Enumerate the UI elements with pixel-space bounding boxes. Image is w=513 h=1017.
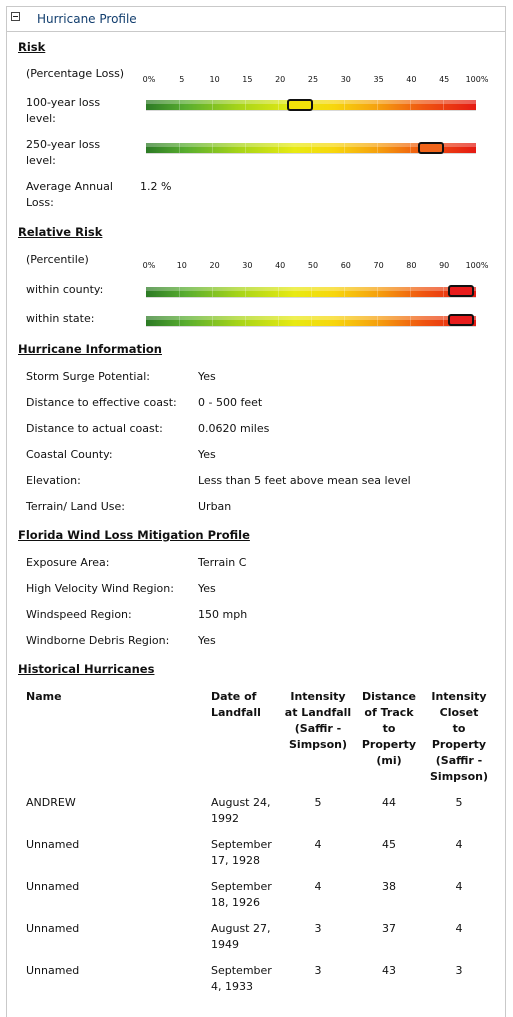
landfall-date-line1: August 24, (211, 796, 271, 809)
panel-header[interactable] (7, 7, 505, 32)
landfall-intensity: 3 (314, 922, 322, 935)
track-distance: 45 (382, 838, 396, 851)
risk-scale-tick: 40 (406, 75, 417, 84)
risk-scale-tick: 45 (439, 75, 450, 84)
relative-risk-scale-tick: 0% (142, 261, 156, 270)
info-label-elevation: Elevation: (26, 474, 81, 487)
landfall-date-line1: August 27, (211, 922, 271, 935)
relative-risk-scale-tick: 50 (307, 261, 319, 270)
info-label-actual-coast: Distance to actual coast: (26, 422, 163, 435)
bar-segment (443, 287, 444, 297)
hurricane-name: Unnamed (26, 964, 80, 977)
risk-scale-tick: 10 (209, 75, 220, 84)
within-county-label: within county: (26, 283, 104, 296)
bar-segment (377, 287, 378, 297)
info-value-elevation: Less than 5 feet above mean sea level (198, 474, 411, 487)
relative-risk-heading: Relative Risk (18, 225, 103, 239)
landfall-date-line2: 17, 1928 (211, 854, 260, 867)
bar-segment (410, 316, 411, 326)
relative-risk-scale-tick: 40 (275, 261, 286, 270)
bar-segment (212, 287, 213, 297)
mitigation-value-exposure: Terrain C (198, 556, 247, 569)
info-value-effective-coast: 0 - 500 feet (198, 396, 263, 409)
closest-intensity: 4 (455, 880, 463, 893)
hurricane-info-heading: Hurricane Information (18, 342, 162, 356)
risk-scale-tick: 5 (179, 75, 185, 84)
risk-scale-tick: 20 (275, 75, 286, 84)
bar-segment (179, 100, 180, 110)
risk-100yr-marker (287, 99, 313, 111)
relative-risk-scale-tick: 70 (373, 261, 384, 270)
landfall-intensity: 4 (314, 838, 322, 851)
info-label-effective-coast: Distance to effective coast: (26, 396, 177, 409)
col-header-intensity: Intensity at Landfall (Saffir - Simpson) (284, 690, 352, 751)
landfall-date-line1: September (211, 964, 272, 977)
risk-scale-tick: 0% (142, 75, 156, 84)
bar-segment (344, 316, 345, 326)
risk-heading: Risk (18, 40, 46, 54)
landfall-intensity: 3 (314, 964, 322, 977)
mitigation-value-hvwr: Yes (198, 582, 216, 595)
collapse-icon[interactable] (11, 12, 20, 21)
within-county-bar (146, 287, 476, 297)
within-state-label: within state: (26, 312, 95, 325)
hurricane-name: Unnamed (26, 838, 80, 851)
col-header-date: Date of Landfall (211, 690, 261, 719)
aal-label: Average Annual Loss: (26, 180, 113, 209)
bar-segment (278, 287, 279, 297)
mitigation-label-debris: Windborne Debris Region: (26, 634, 170, 647)
mitigation-label-windspeed: Windspeed Region: (26, 608, 132, 621)
track-distance: 44 (382, 796, 396, 809)
bar-segment (179, 287, 180, 297)
bar-segment (179, 316, 180, 326)
landfall-intensity: 4 (314, 880, 322, 893)
closest-intensity: 4 (455, 838, 463, 851)
bar-segment (377, 316, 378, 326)
risk-scale-tick: 100% (465, 75, 489, 84)
risk-250yr-label: 250-year loss level: (26, 138, 101, 167)
landfall-date-line1: September (211, 880, 272, 893)
bar-segment (278, 143, 279, 153)
bar-segment (311, 287, 312, 297)
landfall-intensity: 5 (314, 796, 322, 809)
col-header-name: Name (26, 690, 62, 703)
track-distance: 43 (382, 964, 396, 977)
within-state-bar (146, 316, 476, 326)
relative-risk-scale-tick: 30 (242, 261, 253, 270)
col-header-distance: Distance of Track to Property (mi) (361, 690, 417, 767)
bar-segment (311, 316, 312, 326)
within-state-marker (448, 314, 474, 326)
bar-segment (344, 287, 345, 297)
bar-segment (212, 143, 213, 153)
closest-intensity: 3 (455, 964, 463, 977)
bar-segment (245, 100, 246, 110)
track-distance: 38 (382, 880, 396, 893)
landfall-date-line2: 1949 (211, 938, 239, 951)
info-value-terrain: Urban (198, 500, 232, 513)
aal-value: 1.2 % (140, 180, 172, 193)
info-value-coastal-county: Yes (198, 448, 216, 461)
relative-risk-scale-tick: 20 (209, 261, 220, 270)
bar-segment (377, 100, 378, 110)
landfall-date-line2: 1992 (211, 812, 239, 825)
relative-risk-scale-label: (Percentile) (26, 253, 89, 266)
bar-segment (410, 143, 411, 153)
risk-scale-label: (Percentage Loss) (26, 67, 125, 80)
info-label-terrain: Terrain/ Land Use: (26, 500, 126, 513)
mitigation-label-hvwr: High Velocity Wind Region: (26, 582, 174, 595)
bar-segment (344, 143, 345, 153)
landfall-date-line2: 18, 1926 (211, 896, 260, 909)
panel-title: Hurricane Profile (37, 12, 137, 26)
mitigation-value-debris: Yes (198, 634, 216, 647)
info-value-storm-surge: Yes (198, 370, 216, 383)
risk-100yr-label: 100-year loss level: (26, 96, 101, 125)
risk-250yr-marker (418, 142, 444, 154)
relative-risk-scale-tick: 10 (176, 261, 187, 270)
closest-intensity: 4 (455, 922, 463, 935)
info-value-actual-coast: 0.0620 miles (198, 422, 270, 435)
mitigation-label-exposure: Exposure Area: (26, 556, 110, 569)
bar-segment (344, 100, 345, 110)
bar-segment (311, 143, 312, 153)
within-county-marker (448, 285, 474, 297)
landfall-date-line1: September (211, 838, 272, 851)
hurricane-name: ANDREW (26, 796, 76, 809)
relative-risk-scale-tick: 100% (465, 261, 489, 270)
risk-scale-tick: 15 (242, 75, 253, 84)
bar-segment (245, 287, 246, 297)
risk-scale-tick: 35 (373, 75, 384, 84)
hurricane-name: Unnamed (26, 880, 80, 893)
bar-segment (410, 100, 411, 110)
info-label-storm-surge: Storm Surge Potential: (26, 370, 150, 383)
info-label-coastal-county: Coastal County: (26, 448, 113, 461)
track-distance: 37 (382, 922, 396, 935)
bar-segment (179, 143, 180, 153)
bar-segment (443, 100, 444, 110)
bar-segment (410, 287, 411, 297)
relative-risk-scale-tick: 60 (340, 261, 351, 270)
bar-segment (278, 316, 279, 326)
bar-segment (212, 316, 213, 326)
risk-scale-tick: 30 (340, 75, 351, 84)
bar-segment (377, 143, 378, 153)
closest-intensity: 5 (455, 796, 463, 809)
bar-segment (245, 143, 246, 153)
historical-heading: Historical Hurricanes (18, 662, 155, 676)
bar-segment (443, 316, 444, 326)
bar-segment (278, 100, 279, 110)
bar-segment (245, 316, 246, 326)
mitigation-heading: Florida Wind Loss Mitigation Profile (18, 528, 250, 542)
mitigation-value-windspeed: 150 mph (198, 608, 248, 621)
risk-scale-tick: 25 (307, 75, 319, 84)
landfall-date-line2: 4, 1933 (211, 980, 253, 993)
relative-risk-scale-tick: 90 (439, 261, 450, 270)
bar-segment (212, 100, 213, 110)
relative-risk-scale-tick: 80 (406, 261, 417, 270)
col-header-closest: Intensity Closet to Property (Saffir - Simpson) (430, 690, 488, 783)
hurricane-name: Unnamed (26, 922, 80, 935)
